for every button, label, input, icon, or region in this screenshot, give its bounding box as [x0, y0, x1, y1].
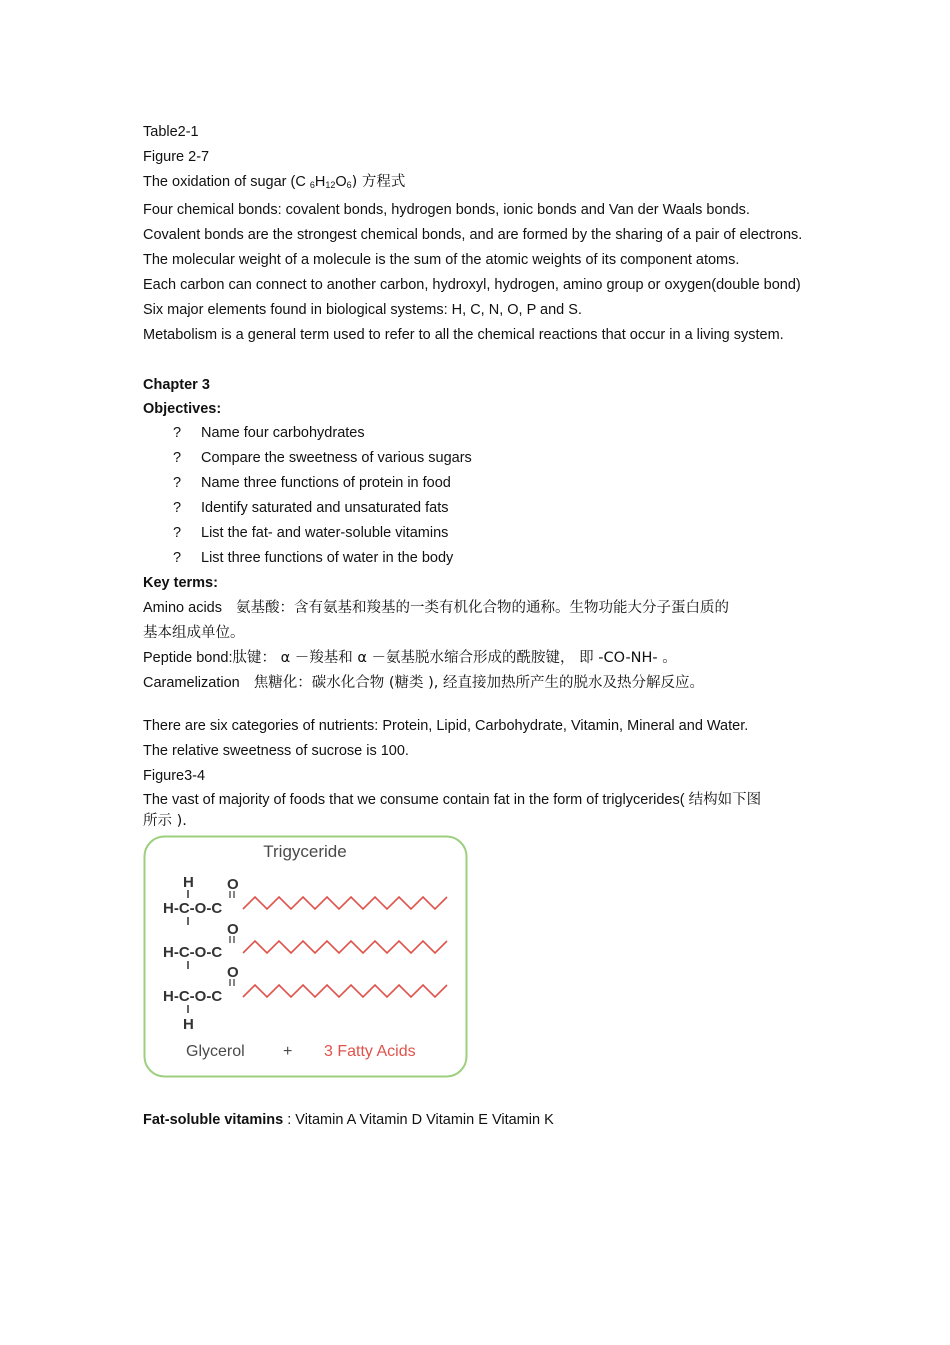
triglyceride-diagram — [143, 835, 469, 1079]
figure-title: Trigyceride — [263, 842, 347, 861]
atom-h-bottom: H — [183, 1016, 194, 1033]
list-item: ? Name four carbohydrates — [173, 425, 365, 441]
sweetness-line: The relative sweetness of sucrose is 100. — [143, 743, 409, 759]
table-ref: Table2-1 — [143, 124, 199, 140]
chapter-title: Chapter 3 — [143, 377, 210, 393]
objectives-label: Objectives: — [143, 401, 222, 417]
triglyceride-line-cont: 所示 ). — [143, 813, 187, 829]
key-term-amino-cont: 基本组成单位。 — [143, 625, 245, 641]
oxidation-line: The oxidation of sugar (C $_6H_{12}O_6$) 方程式 — [143, 174, 406, 190]
list-item: ? Compare the sweetness of various sugars — [173, 450, 472, 466]
plus-sign: + — [283, 1043, 293, 1060]
elements-line: Six major elements found in biological systems: H, C, N, O, P and S. — [143, 302, 582, 318]
molecular-line: The molecular weight of a molecule is the sum of the atomic weights of its component atoms. — [143, 252, 740, 268]
metabolism-line: Metabolism is a general term used to refer to all the chemical reactions that occur in a living system. — [143, 327, 784, 343]
row-3: H-C-O-C — [163, 988, 223, 1005]
figure-ref: Figure 2-7 — [143, 149, 210, 165]
list-item: ? List three functions of water in the body — [173, 550, 454, 566]
key-term-peptide: Peptide bond:肽键： α －羧基和 α －氨基脱水缩合形成的酰胺键， 即 -CO-NH- 。 — [143, 650, 677, 666]
key-term-caramelization: Caramelization 焦糖化：碳水化合物 (糖类 ), 经直接加热所产生的脱水及热分解反应。 — [143, 675, 704, 691]
document-page — [143, 120, 807, 1133]
bonds-line: Four chemical bonds: covalent bonds, hydrogen bonds, ionic bonds and Van der Waals bonds. — [143, 202, 750, 218]
key-terms-label: Key terms: — [143, 575, 218, 591]
glycerol-label: Glycerol — [186, 1043, 245, 1060]
triglyceride-line: The vast of majority of foods that we consume contain fat in the form of triglycerides( 结构如下图 — [143, 792, 762, 808]
row-2: H-C-O-C — [163, 944, 223, 961]
atom-o-3: O — [227, 964, 239, 981]
figure34-ref: Figure3-4 — [143, 768, 206, 784]
objectives-list — [143, 421, 807, 571]
list-item: ? Name three functions of protein in food — [173, 475, 451, 491]
list-item: ? Identify saturated and unsaturated fats — [173, 500, 449, 516]
carbon-line: Each carbon can connect to another carbon, hydroxyl, hydrogen, amino group or oxygen(double bond) — [143, 277, 801, 293]
row-1: H-C-O-C — [163, 900, 223, 917]
vitamins-line: Fat-soluble vitamins : Vitamin A Vitamin D Vitamin E Vitamin K — [143, 1112, 554, 1128]
atom-o-2: O — [227, 921, 239, 938]
triglyceride-figure — [143, 835, 469, 1079]
nutrients-line: There are six categories of nutrients: Protein, Lipid, Carbohydrate, Vitamin, Mineral and Water. — [143, 718, 749, 734]
list-item: ? List the fat- and water-soluble vitamins — [173, 525, 449, 541]
covalent-line: Covalent bonds are the strongest chemical bonds, and are formed by the sharing of a pair of electrons. — [143, 227, 803, 243]
atom-h-top: H — [183, 874, 194, 891]
atom-o-1: O — [227, 876, 239, 893]
fatty-acids-label: 3 Fatty Acids — [324, 1043, 416, 1060]
key-term-amino: Amino acids 氨基酸：含有氨基和羧基的一类有机化合物的通称。生物功能大分子蛋白质的 — [143, 600, 729, 616]
